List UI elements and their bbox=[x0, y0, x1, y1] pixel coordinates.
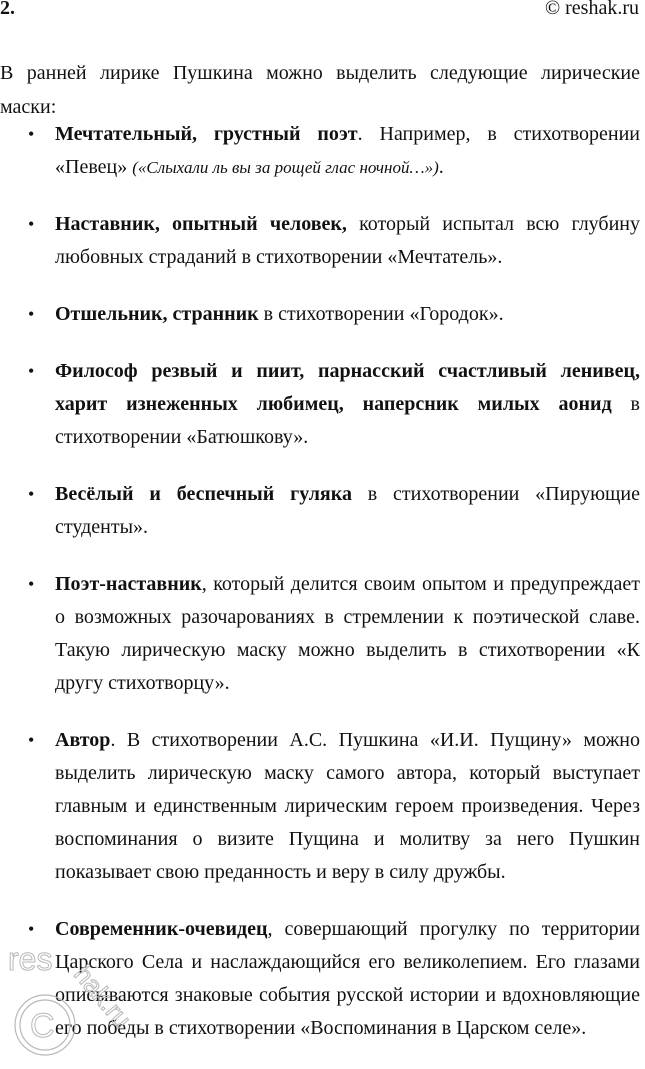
mask-title: Наставник, опытный человек, bbox=[55, 213, 347, 235]
page-header bbox=[0, 0, 645, 24]
mask-title: Мечтательный, грустный поэт bbox=[55, 123, 358, 145]
list-item bbox=[0, 355, 640, 454]
list-item bbox=[0, 118, 640, 184]
list-item bbox=[0, 568, 640, 700]
bullet-icon: • bbox=[28, 304, 35, 324]
bullet-icon: • bbox=[28, 484, 35, 504]
bullet-icon: • bbox=[28, 124, 35, 144]
mask-description: , совершающий прогулку по территории Царского Села и наслаждающийся его великолепием. Его глазами описываются знаковые события русской истории и вдохновляющие его победы в стихотворении «Воспоминания в Царском селе». bbox=[55, 918, 640, 1039]
copyright-label: © reshak.ru bbox=[544, 0, 639, 19]
mask-description: в стихотворении «Городок». bbox=[258, 303, 504, 325]
mask-title: Автор bbox=[55, 729, 111, 751]
mask-title: Поэт-наставник bbox=[55, 573, 202, 595]
mask-description: в стихотворении «Батюшкову». bbox=[55, 393, 640, 448]
poem-subtitle: («Слыхали ль вы за рощей глас ночной…») bbox=[132, 158, 439, 177]
list-item bbox=[0, 208, 640, 274]
list-item bbox=[0, 478, 640, 544]
bullet-icon: • bbox=[28, 730, 35, 750]
mask-title: Современник-очевидец bbox=[55, 918, 268, 940]
svg-text:res: res bbox=[8, 941, 53, 977]
mask-description: . В стихотворении А.С. Пушкина «И.И. Пущину» можно выделить лирическую маску самого автора, который выступает главным и единственным лирическим героем произведения. Через воспоминания о визите Пущина и молитву за него Пушкин показывает свою преданность и веру в силу дружбы. bbox=[55, 729, 640, 883]
mask-title: Весёлый и беспечный гуляка bbox=[55, 483, 352, 505]
svg-text:hak.ru: hak.ru bbox=[68, 959, 138, 1034]
mask-description: , который делится своим опытом и предупреждает о возможных разочарованиях в стремлении к поэтической славе. Такую лирическую маску можно выделить в стихотворении «К другу стихотворцу». bbox=[55, 573, 640, 694]
lyric-masks-list bbox=[0, 118, 640, 1069]
svg-text:C: C bbox=[30, 1007, 55, 1045]
list-item bbox=[0, 724, 640, 889]
mask-title: Отшельник, странник bbox=[55, 303, 259, 325]
mask-description: в стихотворении «Пирующие студенты». bbox=[55, 483, 640, 538]
mask-title: Философ резвый и пиит, парнасский счастливый ленивец, харит изнеженных любимец, наперсник милых аонид bbox=[55, 360, 640, 415]
bullet-icon: • bbox=[28, 214, 35, 234]
mask-description: . Например, в стихотворении «Певец» bbox=[55, 123, 640, 178]
task-number: 2. bbox=[0, 0, 15, 19]
list-item bbox=[0, 298, 640, 331]
bullet-icon: • bbox=[28, 919, 35, 939]
list-item bbox=[0, 913, 640, 1045]
intro-paragraph: В ранней лирике Пушкина можно выделить следующие лирические маски: bbox=[0, 62, 640, 118]
bullet-icon: • bbox=[28, 361, 35, 381]
bullet-icon: • bbox=[28, 574, 35, 594]
mask-description: который испытал всю глубину любовных страданий в стихотворении «Мечтатель». bbox=[55, 213, 640, 268]
mask-tail: . bbox=[438, 156, 444, 178]
